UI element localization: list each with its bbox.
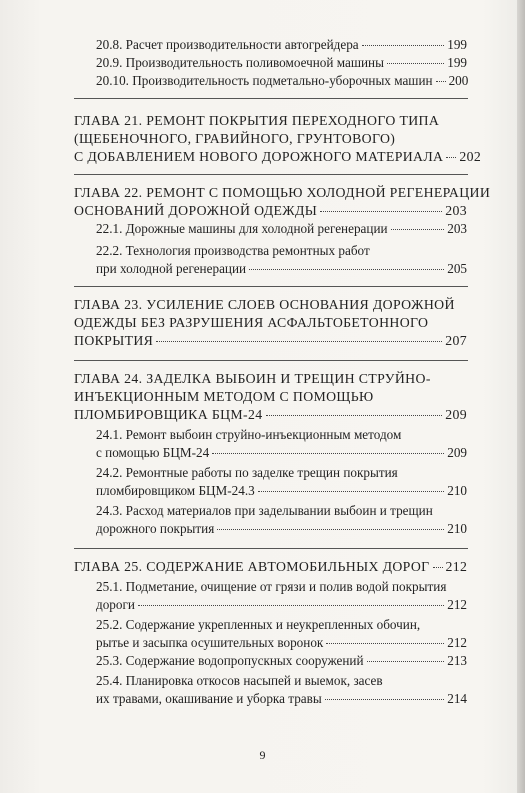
toc-entry-24-2-line-1: 24.2. Ремонтные работы по заделке трещин покрытия: [96, 465, 398, 480]
toc-page-number: 212: [447, 635, 467, 650]
toc-entry-title: с помощью БЦМ-24: [96, 445, 210, 460]
dot-leader: [391, 229, 445, 230]
toc-page-number: 209: [447, 445, 467, 460]
dot-leader: [249, 269, 444, 270]
dot-leader: [320, 211, 442, 212]
toc-page-number: 209: [445, 407, 467, 422]
dot-leader: [156, 341, 442, 342]
section-divider: [74, 360, 468, 361]
toc-entry-20-10: [96, 72, 467, 90]
chapter-24-title-line-2: ИНЪЕКЦИОННЫМ МЕТОДОМ С ПОМОЩЬЮ: [74, 389, 374, 404]
chapter-23-title-line-2: ОДЕЖДЫ БЕЗ РАЗРУШЕНИЯ АСФАЛЬТОБЕТОННОГО: [74, 315, 429, 330]
toc-page-number: 199: [447, 37, 467, 52]
toc-page-number: 199: [447, 55, 467, 70]
toc-entry-24-1-line-1: 24.1. Ремонт выбоин струйно-инъекционным методом: [96, 427, 402, 442]
dot-leader: [325, 699, 444, 700]
toc-page-number: 212: [445, 559, 468, 574]
dot-leader: [217, 529, 444, 530]
toc-entry-24-3-line-1: 24.3. Расход материалов при заделывании выбоин и трещин: [96, 503, 433, 518]
section-divider: [74, 174, 468, 175]
toc-entry-24-2: [96, 482, 467, 500]
toc-page-number: 213: [447, 653, 467, 668]
chapter-22-title-line-1: ГЛАВА 22. РЕМОНТ С ПОМОЩЬЮ ХОЛОДНОЙ РЕГЕНЕРАЦИИ: [74, 185, 491, 200]
toc-page-number: 214: [447, 691, 467, 706]
toc-chapter-24: [74, 406, 467, 424]
dot-leader: [436, 81, 446, 82]
toc-entry-25-1: [96, 596, 467, 614]
chapter-25-title: ГЛАВА 25. СОДЕРЖАНИЕ АВТОМОБИЛЬНЫХ ДОРОГ: [74, 559, 430, 574]
dot-leader: [367, 661, 445, 662]
toc-page-number: 212: [447, 597, 467, 612]
chapter-21-title-line-1: ГЛАВА 21. РЕМОНТ ПОКРЫТИЯ ПЕРЕХОДНОГО ТИПА: [74, 113, 440, 128]
toc-page-number: 210: [447, 521, 467, 536]
chapter-24-title-line-3: ПЛОМБИРОВЩИКА БЦМ-24: [74, 407, 263, 422]
chapter-23-title-line-3: ПОКРЫТИЯ: [74, 333, 154, 348]
toc-entry-title: 20.8. Расчет производительности автогрейдера: [96, 37, 359, 52]
toc-entry-22-2-line-1: 22.2. Технология производства ремонтных работ: [96, 243, 370, 258]
dot-leader: [212, 453, 444, 454]
toc-entry-25-1-line-1: 25.1. Подметание, очищение от грязи и полив водой покрытия: [96, 579, 447, 594]
toc-entry-title: 25.3. Содержание водопропускных сооружений: [96, 653, 364, 668]
page-folio-number: 9: [259, 748, 266, 762]
section-divider: [74, 286, 468, 287]
chapter-22-title-line-2: ОСНОВАНИЙ ДОРОЖНОЙ ОДЕЖДЫ: [74, 203, 318, 218]
toc-entry-title: 22.1. Дорожные машины для холодной регенерации: [96, 221, 388, 236]
toc-entry-25-2: [96, 634, 467, 652]
page-gutter-shadow: [517, 0, 525, 793]
dot-leader: [362, 45, 445, 46]
toc-chapter-22: [74, 202, 467, 220]
toc-entry-title: дорожного покрытия: [96, 521, 215, 536]
toc-entry-20-8: [96, 36, 467, 54]
dot-leader: [326, 643, 444, 644]
toc-entry-title: 20.9. Производительность поливомоечной машины: [96, 55, 384, 70]
dot-leader: [446, 157, 456, 158]
toc-page-number: 202: [459, 149, 482, 164]
toc-chapter-21: [74, 148, 482, 166]
toc-entry-title: рытье и засыпка осушительных воронок: [96, 635, 324, 650]
chapter-23-title-line-1: ГЛАВА 23. УСИЛЕНИЕ СЛОЕВ ОСНОВАНИЯ ДОРОЖНОЙ: [74, 297, 455, 312]
toc-entry-22-2: [96, 260, 467, 278]
toc-chapter-25: [74, 558, 467, 576]
dot-leader: [258, 491, 444, 492]
toc-entry-title: при холодной регенерации: [96, 261, 247, 276]
toc-entry-title: их травами, окашивание и уборка травы: [96, 691, 322, 706]
section-divider: [74, 548, 468, 549]
toc-entry-title: дороги: [96, 597, 135, 612]
toc-entry-25-4: [96, 690, 467, 708]
toc-entry-24-3: [96, 520, 467, 538]
dot-leader: [138, 605, 444, 606]
toc-page-number: 210: [447, 483, 467, 498]
toc-page-number: 203: [447, 221, 467, 236]
toc-entry-25-3: [96, 652, 467, 670]
toc-entry-22-1: [96, 220, 467, 238]
toc-entry-25-4-line-1: 25.4. Планировка откосов насыпей и выемок, засев: [96, 673, 383, 688]
toc-page-number: 200: [448, 73, 469, 88]
dot-leader: [433, 567, 443, 568]
toc-entry-title: пломбировщиком БЦМ-24.3: [96, 483, 255, 498]
toc-chapter-23: [74, 332, 467, 350]
chapter-21-title-line-2: (ЩЕБЕНОЧНОГО, ГРАВИЙНОГО, ГРУНТОВОГО): [74, 131, 396, 146]
chapter-24-title-line-1: ГЛАВА 24. ЗАДЕЛКА ВЫБОИН И ТРЕЩИН СТРУЙНО-: [74, 371, 431, 386]
toc-entry-24-1: [96, 444, 467, 462]
toc-entry-title: 20.10. Производительность подметально-уборочных машин: [96, 73, 433, 88]
toc-entry-20-9: [96, 54, 467, 72]
chapter-21-title-line-3: С ДОБАВЛЕНИЕМ НОВОГО ДОРОЖНОГО МАТЕРИАЛА: [74, 149, 444, 164]
toc-entry-25-2-line-1: 25.2. Содержание укрепленных и неукрепленных обочин,: [96, 617, 421, 632]
toc-page-number: 205: [447, 261, 467, 276]
toc-page-number: 207: [445, 333, 467, 348]
toc-page-number: 203: [445, 203, 467, 218]
dot-leader: [266, 415, 443, 416]
section-divider: [74, 98, 468, 99]
dot-leader: [387, 63, 444, 64]
